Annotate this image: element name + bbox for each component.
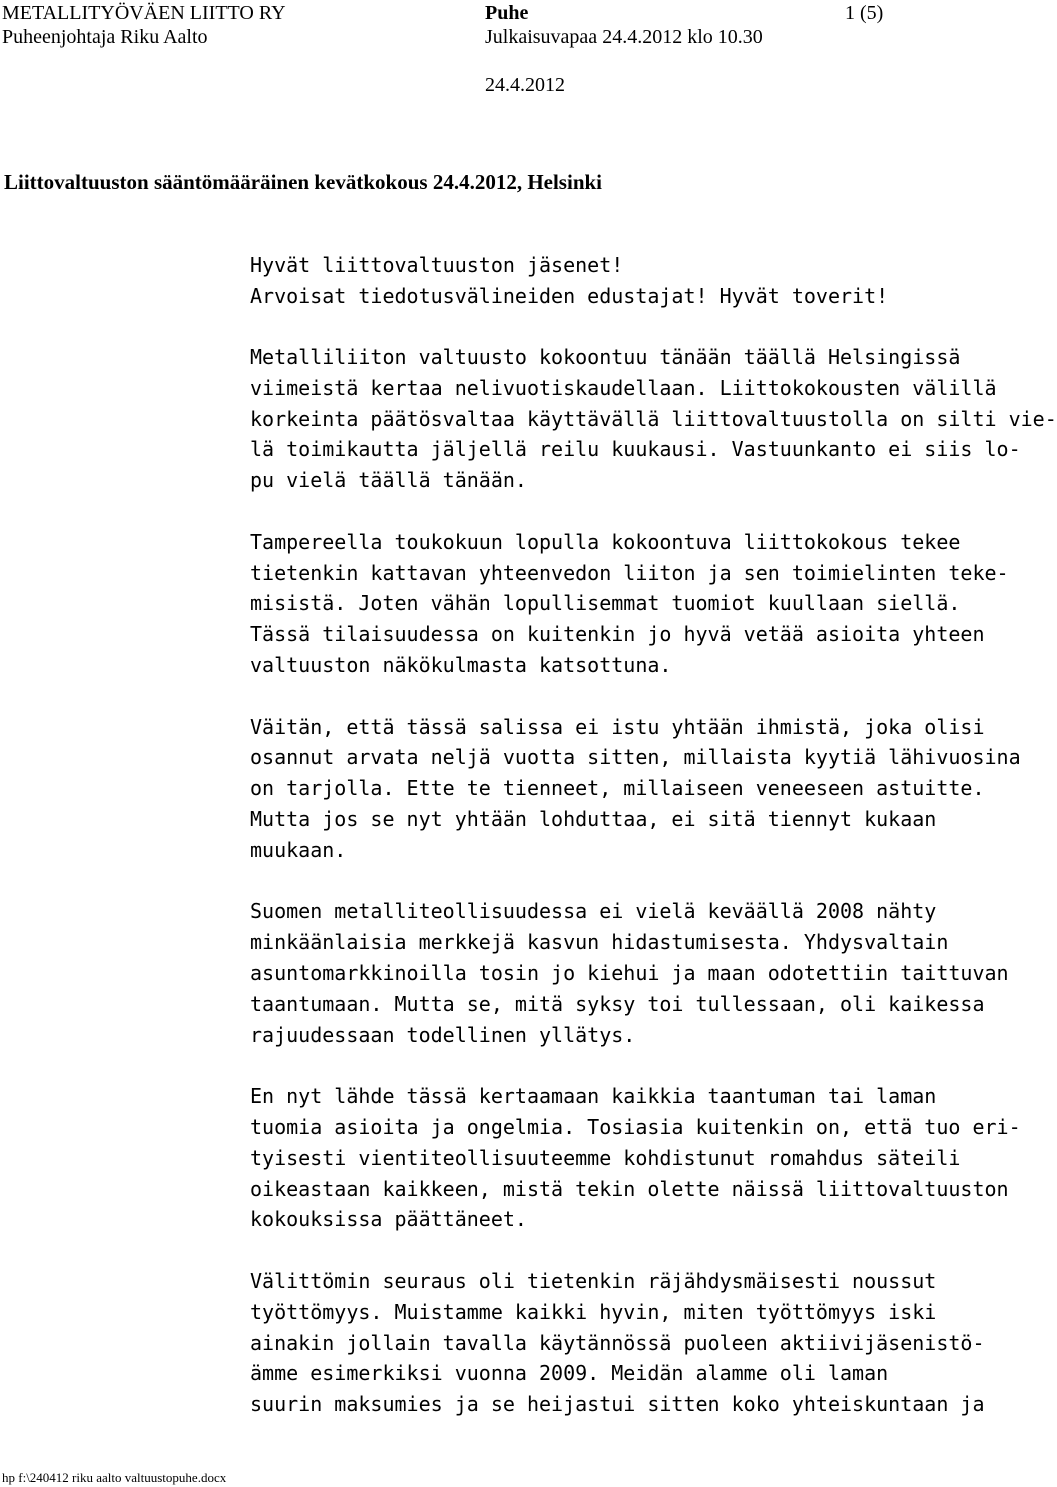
text-line: En nyt lähde tässä kertaamaan kaikkia taantuman tai laman xyxy=(250,1084,937,1109)
release-time: Julkaisuvapaa 24.4.2012 klo 10.30 xyxy=(485,26,763,48)
text-line: Tässä tilaisuudessa on kuitenkin jo hyvä vetää asioita yhteen xyxy=(250,622,985,647)
text-line: muukaan. xyxy=(250,837,347,862)
speech-body xyxy=(250,342,1057,1420)
paragraph xyxy=(250,1266,985,1420)
greeting-line: Arvoisat tiedotusvälineiden edustajat! Hyvät toverit! xyxy=(250,283,889,308)
text-line: asuntomarkkinoilla tosin jo kiehui ja maan odotettiin taittuvan xyxy=(250,960,1009,985)
text-line: tuomia asioita ja ongelmia. Tosiasia kuitenkin on, että tuo eri- xyxy=(250,1114,1021,1139)
text-line: rajuudessaan todellinen yllätys. xyxy=(250,1022,636,1047)
text-line: kokouksissa päättäneet. xyxy=(250,1207,527,1232)
text-line: misistä. Joten vähän lopullisemmat tuomiot kuullaan siellä. xyxy=(250,591,961,616)
text-line: osannut arvata neljä vuotta sitten, millaista kyytiä lähivuosina xyxy=(250,745,1021,770)
text-line: ämme esimerkiksi vuonna 2009. Meidän alamme oli laman xyxy=(250,1361,889,1386)
text-line: ainakin jollain tavalla käytännössä puoleen aktiivijäsenistö- xyxy=(250,1330,985,1355)
text-line: Välittömin seuraus oli tietenkin räjähdysmäisesti noussut xyxy=(250,1268,937,1293)
org-name: METALLITYÖVÄEN LIITTO RY xyxy=(2,2,286,24)
greeting xyxy=(250,250,955,312)
text-line: suurin maksumies ja se heijastui sitten koko yhteiskuntaan ja xyxy=(250,1392,985,1417)
text-line: Tampereella toukokuun lopulla kokoontuva liittokokous tekee xyxy=(250,529,961,554)
text-line: valtuuston näkökulmasta katsottuna. xyxy=(250,652,672,677)
text-line: Metalliliiton valtuusto kokoontuu tänään täällä Helsingissä xyxy=(250,345,961,369)
page-title: Liittovaltuuston sääntömääräinen kevätkokous 24.4.2012, Helsinki xyxy=(4,170,603,194)
text-line: Suomen metalliteollisuudessa ei vielä keväällä 2008 nähty xyxy=(250,899,937,924)
text-line: minkäänlaisia merkkejä kasvun hidastumisesta. Yhdysvaltain xyxy=(250,930,949,955)
text-line: Mutta jos se nyt yhtään lohduttaa, ei sitä tiennyt kukaan xyxy=(250,806,937,831)
paragraph xyxy=(250,896,1009,1050)
text-line: lä toimikautta jäljellä reilu kuukausi. Vastuunkanto ei siis lo- xyxy=(250,437,1021,462)
text-line: on tarjolla. Ette te tienneet, millaiseen veneeseen astuitte. xyxy=(250,776,985,801)
text-line: työttömyys. Muistamme kaikki hyvin, miten työttömyys iski xyxy=(250,1299,937,1324)
document-date: 24.4.2012 xyxy=(485,74,565,96)
text-line: viimeistä kertaa nelivuotiskaudellaan. Liittokokousten välillä xyxy=(250,375,997,400)
text-line: taantumaan. Mutta se, mitä syksy toi tullessaan, oli kaikessa xyxy=(250,991,985,1016)
text-line: Väitän, että tässä salissa ei istu yhtään ihmistä, joka olisi xyxy=(250,714,985,739)
paragraph xyxy=(250,342,1057,496)
text-line: oikeastaan kaikkeen, mistä tekin olette näissä liittovaltuuston xyxy=(250,1176,1009,1201)
text-line: tyisesti vientiteollisuuteemme kohdistunut romahdus säteili xyxy=(250,1145,961,1170)
file-path-footer: hp f:\240412 riku aalto valtuustopuhe.docx xyxy=(2,1470,227,1485)
page-number: 1 (5) xyxy=(845,2,884,24)
text-line: tietenkin kattavan yhteenvedon liiton ja sen toimielinten teke- xyxy=(250,560,1009,585)
document-type: Puhe xyxy=(485,2,529,24)
paragraph xyxy=(250,712,1021,866)
speaker-name: Puheenjohtaja Riku Aalto xyxy=(2,26,208,48)
text-line: korkeinta päätösvaltaa käyttävällä liittovaltuustolla on silti vie- xyxy=(250,406,1057,431)
greeting-line: Hyvät liittovaltuuston jäsenet! xyxy=(250,253,624,277)
text-line: pu vielä täällä tänään. xyxy=(250,468,527,493)
paragraph xyxy=(250,1081,1021,1235)
paragraph xyxy=(250,527,1009,681)
